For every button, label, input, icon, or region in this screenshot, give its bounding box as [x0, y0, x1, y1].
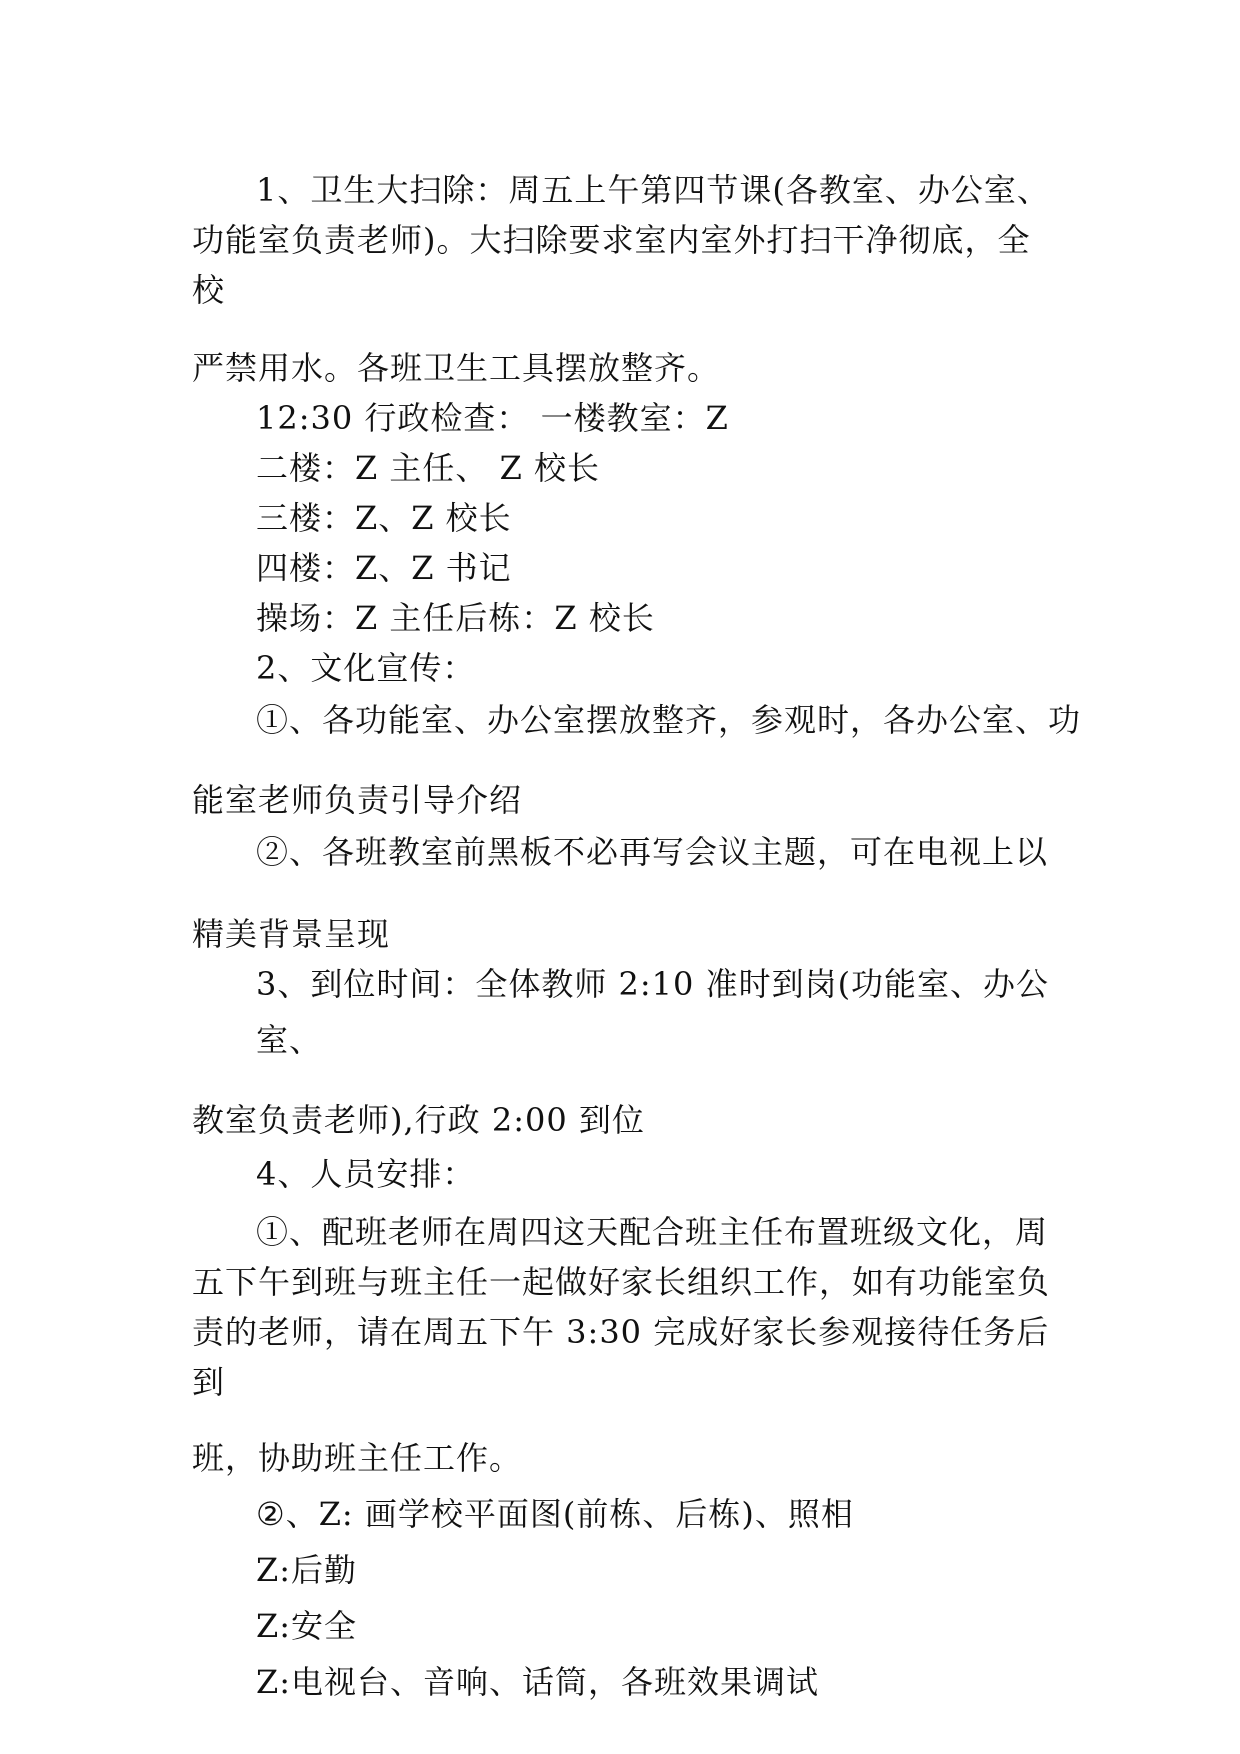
text-line: 责的老师，请在周五下午 3:30 完成好家长参观接待任务后	[192, 1313, 1050, 1351]
text-line: 精美背景呈现	[192, 915, 391, 953]
text-line: 校	[192, 271, 226, 309]
text-line: Z:后勤	[256, 1551, 358, 1589]
text-line: 1、卫生大扫除：周五上午第四节课(各教室、办公室、	[256, 171, 1050, 209]
text-line: 2、文化宣传：	[256, 649, 476, 687]
text-line: 二楼：Z 主任、 Z 校长	[256, 449, 600, 487]
text-line: ①、配班老师在周四这天配合班主任布置班级文化，周	[256, 1213, 1049, 1251]
text-line: 12:30 行政检查： 一楼教室：Z	[256, 399, 729, 437]
text-line: ②、各班教室前黑板不必再写会议主题，可在电视上以	[256, 833, 1049, 871]
text-line: Z:安全	[256, 1607, 358, 1645]
text-line: ②、Z: 画学校平面图(前栋、后栋)、照相	[256, 1495, 854, 1533]
text-line: 严禁用水。各班卫生工具摆放整齐。	[192, 349, 721, 387]
text-line: 五下午到班与班主任一起做好家长组织工作，如有功能室负	[192, 1263, 1051, 1301]
text-line: 操场：Z 主任后栋：Z 校长	[256, 599, 655, 637]
text-line: 室、	[256, 1021, 323, 1059]
text-line: 3、到位时间：全体教师 2:10 准时到岗(功能室、办公	[256, 965, 1050, 1003]
text-line: 教室负责老师),行政 2:00 到位	[192, 1101, 645, 1139]
text-line: 功能室负责老师)。大扫除要求室内室外打扫干净彻底，全	[192, 221, 1031, 259]
text-line: Z:电视台、音响、话筒，各班效果调试	[256, 1663, 820, 1701]
text-line: ①、各功能室、办公室摆放整齐，参观时，各办公室、功	[256, 701, 1082, 739]
text-line: 到	[192, 1363, 226, 1401]
text-line: 能室老师负责引导介绍	[192, 781, 523, 819]
text-line: 班，协助班主任工作。	[192, 1439, 523, 1477]
text-line: 四楼：Z、Z 书记	[256, 549, 512, 587]
text-line: 三楼：Z、Z 校长	[256, 499, 512, 537]
text-line: 4、人员安排：	[256, 1155, 476, 1193]
